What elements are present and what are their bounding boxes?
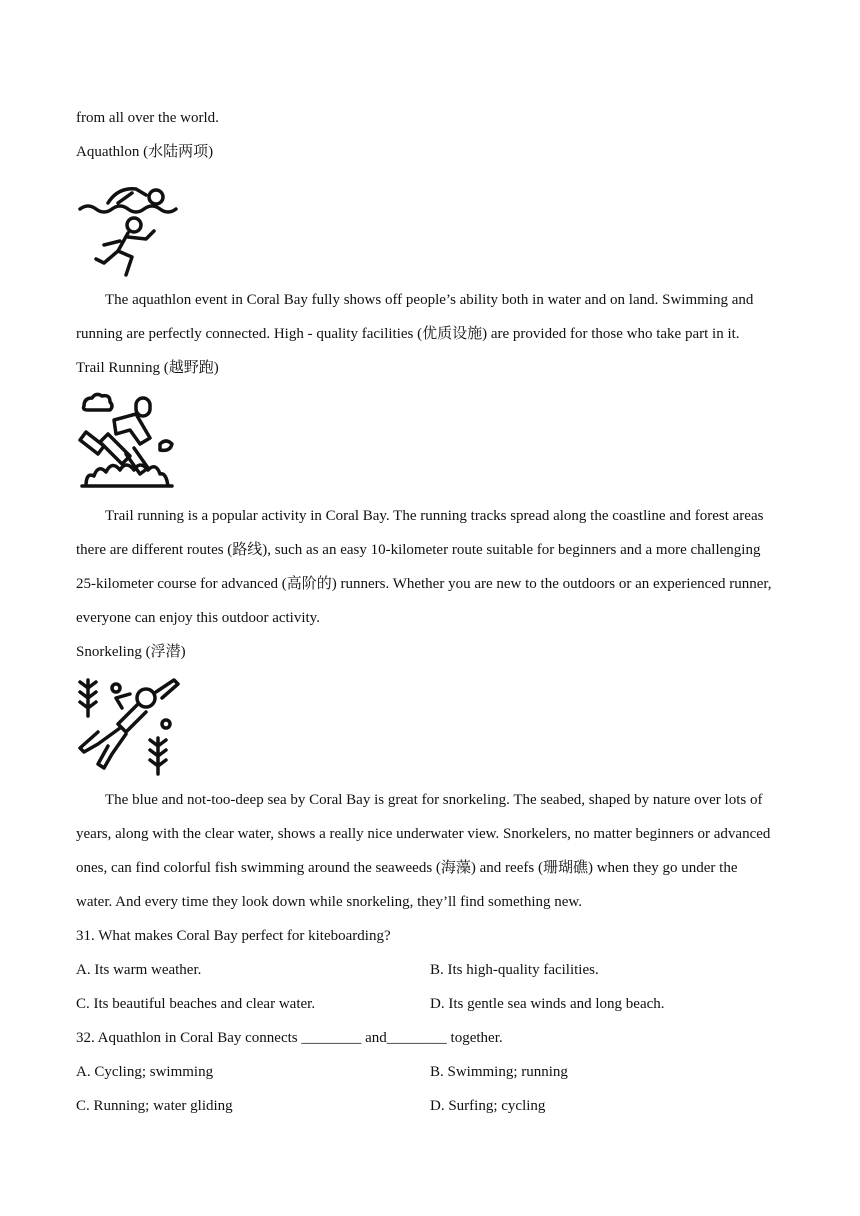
question-32-option-d: D. Surfing; cycling [430, 1098, 546, 1114]
intro-tail-text: from all over the world. [76, 110, 219, 126]
trail-running-paragraph-line: there are different routes (路线), such as an easy 10-kilometer route suitable for beginners and a more challenging [76, 542, 761, 558]
question-31-option-d: D. Its gentle sea winds and long beach. [430, 996, 665, 1012]
question-31-option-a: A. Its warm weather. [76, 962, 202, 978]
aquathlon-paragraph-line: The aquathlon event in Coral Bay fully shows off people’s ability both in water and on land. Swimming and [105, 292, 754, 308]
question-32-stem: 32. Aquathlon in Coral Bay connects ________ and________ together. [76, 1030, 503, 1046]
trail-running-paragraph-line: 25-kilometer course for advanced (高阶的) runners. Whether you are new to the outdoors or an experienced runner, [76, 576, 772, 592]
aquathlon-paragraph-line: running are perfectly connected. High - quality facilities (优质设施) are provided for those who take part in it. [76, 326, 740, 342]
question-32-option-c: C. Running; water gliding [76, 1098, 233, 1114]
question-32-option-b: B. Swimming; running [430, 1064, 568, 1080]
trail-running-paragraph-line: Trail running is a popular activity in Coral Bay. The running tracks spread along the coastline and forest areas [105, 508, 764, 524]
trail-runner-icon [78, 392, 178, 490]
aquathlon-heading: Aquathlon (水陆两项) [76, 144, 214, 160]
snorkeling-heading: Snorkeling (浮潜) [76, 644, 186, 660]
question-31-stem: 31. What makes Coral Bay perfect for kiteboarding? [76, 928, 391, 944]
snorkeling-paragraph-line: The blue and not-too-deep sea by Coral Bay is great for snorkeling. The seabed, shaped by nature over lots of [105, 792, 763, 808]
question-32-option-a: A. Cycling; swimming [76, 1064, 214, 1080]
question-31-option-c: C. Its beautiful beaches and clear water. [76, 996, 316, 1012]
question-31-option-b: B. Its high-quality facilities. [430, 962, 599, 978]
snorkeling-paragraph-line: ones, can find colorful fish swimming around the seaweeds (海藻) and reefs (珊瑚礁) when they go under the [76, 860, 738, 876]
trail-running-heading: Trail Running (越野跑) [76, 360, 219, 376]
swimmer-runner-icon [78, 175, 182, 279]
snorkeling-paragraph-line: years, along with the clear water, shows a really nice underwater view. Snorkelers, no matter beginners or advanced [76, 826, 771, 842]
trail-running-paragraph-line: everyone can enjoy this outdoor activity. [76, 610, 320, 626]
snorkeler-icon [76, 676, 184, 778]
snorkeling-paragraph-line: water. And every time they look down while snorkeling, they’ll find something new. [76, 894, 583, 910]
